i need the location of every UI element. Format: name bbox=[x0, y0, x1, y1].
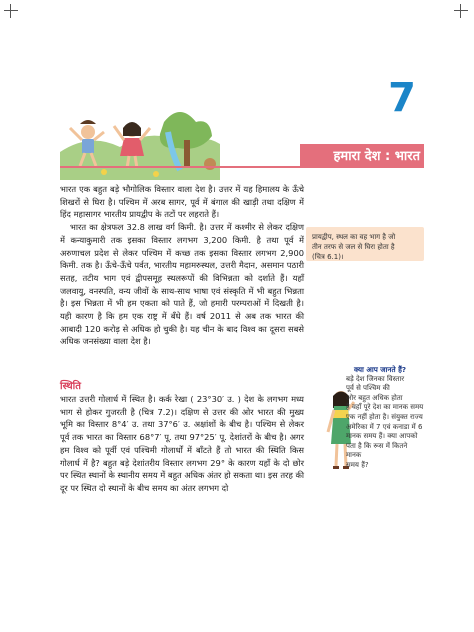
crop-mark-top-left bbox=[4, 4, 18, 18]
section-text-column bbox=[60, 393, 304, 495]
area-paragraph: भारत का क्षेत्रफल 32.8 लाख वर्ग किमी. है। उत्तर में कश्मीर से लेकर दक्षिण में कन्याकुमारी तक इसका विस्तार लगभग 3,200 किमी. है तथा पूर्व में अरुणाचल प्रदेश से लेकर पश्चिम में कच्छ तक इसका विस्तार लगभग 2,900 किमी. तक है। ऊँचे-ऊँचे पर्वत, भारतीय महामरुस्थल, उत्तरी मैदान, असमान पठारी सतह, तटीय भाग एवं द्वीपसमूह स्थलरूपों की विभिन्नता को दर्शाते हैं। यहाँ जलवायु, वनस्पति, वन्य जीवों के साथ-साथ भाषा एवं संस्कृति में भी बहुत भिन्नता है। इस भिन्नता में भी हम एकता को पाते हैं, जो हमारी परम्पराओं में दिखती है। यही कारण है कि हम एक राष्ट्र में बँधे हैं। वर्ष 2011 से अब तक भारत की आबादी 120 करोड़ से अधिक हो चुकी है। यह चीन के बाद विश्व का दूसरा सबसे अधिक जनसंख्या वाला देश है। bbox=[60, 222, 304, 347]
fact-line: ओर बहुत अधिक होता bbox=[346, 393, 403, 402]
intro-paragraph: भारत एक बहुत बड़े भौगोलिक विस्तार वाला देश है। उत्तर में यह हिमालय के ऊँचे शिखरों से घिरा है। पश्चिम में अरब सागर, पूर्व में बंगाल की खाड़ी तथा दक्षिण में हिंद महासागर भारतीय प्रायद्वीप के तटों पर लहराते हैं। bbox=[60, 184, 304, 220]
fact-line: पता है कि रूस में कितने मानक bbox=[346, 441, 408, 460]
peninsula-note-box bbox=[306, 227, 424, 261]
fact-line: बड़े देश जिनका विस्तार bbox=[346, 374, 405, 383]
fact-line: है वहाँ पूरे देश का मानक समय bbox=[346, 403, 424, 412]
section-heading: स्थिति bbox=[60, 381, 81, 392]
crop-mark-top-right bbox=[454, 4, 468, 18]
main-text-column bbox=[60, 183, 304, 348]
chapter-number: 7 bbox=[388, 75, 416, 121]
note-line: प्रायद्वीप, स्थल का वह भाग है जो bbox=[312, 233, 396, 241]
note-line: (चित्र 6.1)। bbox=[312, 253, 344, 261]
fact-line: एक नहीं होता है। संयुक्त राज्य bbox=[346, 412, 423, 421]
did-you-know-heading: क्या आप जानते हैं? bbox=[354, 365, 407, 374]
fact-line: मानक समय हैं। क्या आपको bbox=[346, 432, 418, 441]
did-you-know-box bbox=[346, 365, 424, 471]
chapter-title: हमारा देश : भारत bbox=[300, 144, 424, 167]
note-line: तीन तरफ से जल से घिरा होता है bbox=[312, 243, 395, 251]
chapter-divider bbox=[60, 166, 424, 168]
location-paragraph: भारत उत्तरी गोलार्ध में स्थित है। कर्क रेखा ( 23°30′ उ. ) देश के लगभग मध्य भाग से होकर गुजरती है (चित्र 7.2)। दक्षिण से उत्तर की ओर भारत की मुख्य भूमि का विस्तार 8°4′ उ. तथा 37°6′ उ. अक्षांशों के बीच है। पश्चिम से लेकर पूर्व तक भारत का विस्तार 68°7′ पू. तथा 97°25′ पू. देशांतरों के बीच है। अगर हम विश्व को पूर्वी एवं पश्चिमी गोलार्धों में बाँटते हैं तो भारत की स्थिति किस गोलार्ध में है? बहुत बड़े देशांतरीय विस्तार लगभग 29° के कारण यहाँ के दो छोर पर स्थित स्थानों के स्थानीय समय में बहुत अधिक अंतर हो सकता था। इस तरह की दूर पर स्थित दो स्थानों के बीच समय का अंतर लगभग दो bbox=[60, 394, 305, 493]
fact-line: समय हैं? bbox=[346, 460, 369, 469]
fact-line: पूर्व से पश्चिम की bbox=[346, 384, 390, 393]
fact-line: अमेरिका में 7 एवं कनाडा में 6 bbox=[346, 422, 423, 431]
